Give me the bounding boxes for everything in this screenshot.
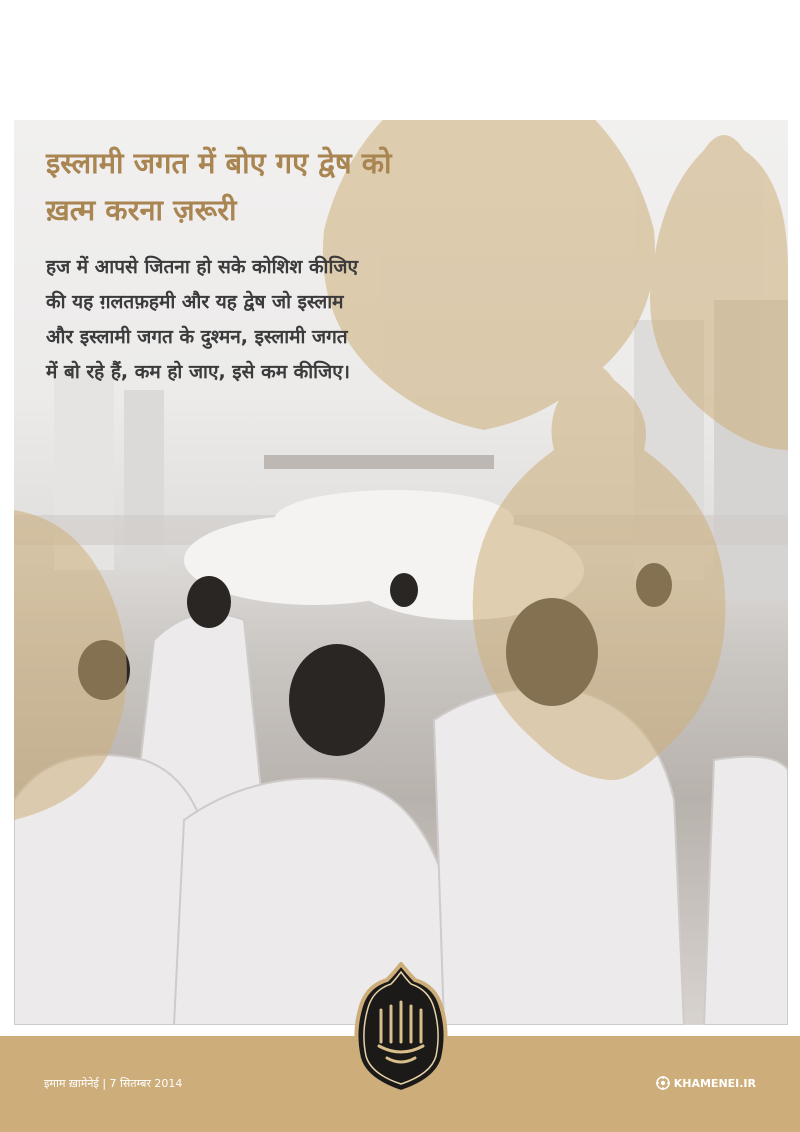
footer-credit: इमाम ख़ामेनेई | 7 सितम्बर 2014: [44, 1077, 183, 1090]
quote-line: हज में आपसे जितना हो सके कोशिश कीजिए: [46, 256, 358, 278]
calligraphy-emblem-icon: [351, 962, 451, 1094]
khamenei-logo-icon: [656, 1076, 670, 1090]
title-line-2: ख़त्म करना ज़रूरी: [46, 193, 237, 227]
brand-name: KHAMENEI.IR: [673, 1076, 756, 1090]
poster-title: [46, 140, 392, 234]
quote-line: और इस्लामी जगत के दुश्मन, इस्लामी जगत: [46, 326, 348, 348]
brand: [656, 1076, 756, 1090]
title-line-1: इस्लामी जगत में बोए गए द्वेष को: [46, 146, 392, 180]
quote-line: की यह ग़लतफ़हमी और यह द्वेष जो इस्लाम: [46, 291, 344, 313]
quote-text: [46, 250, 546, 390]
quote-line: में बो रहे हैं, कम हो जाए, इसे कम कीजिए।: [46, 361, 350, 383]
